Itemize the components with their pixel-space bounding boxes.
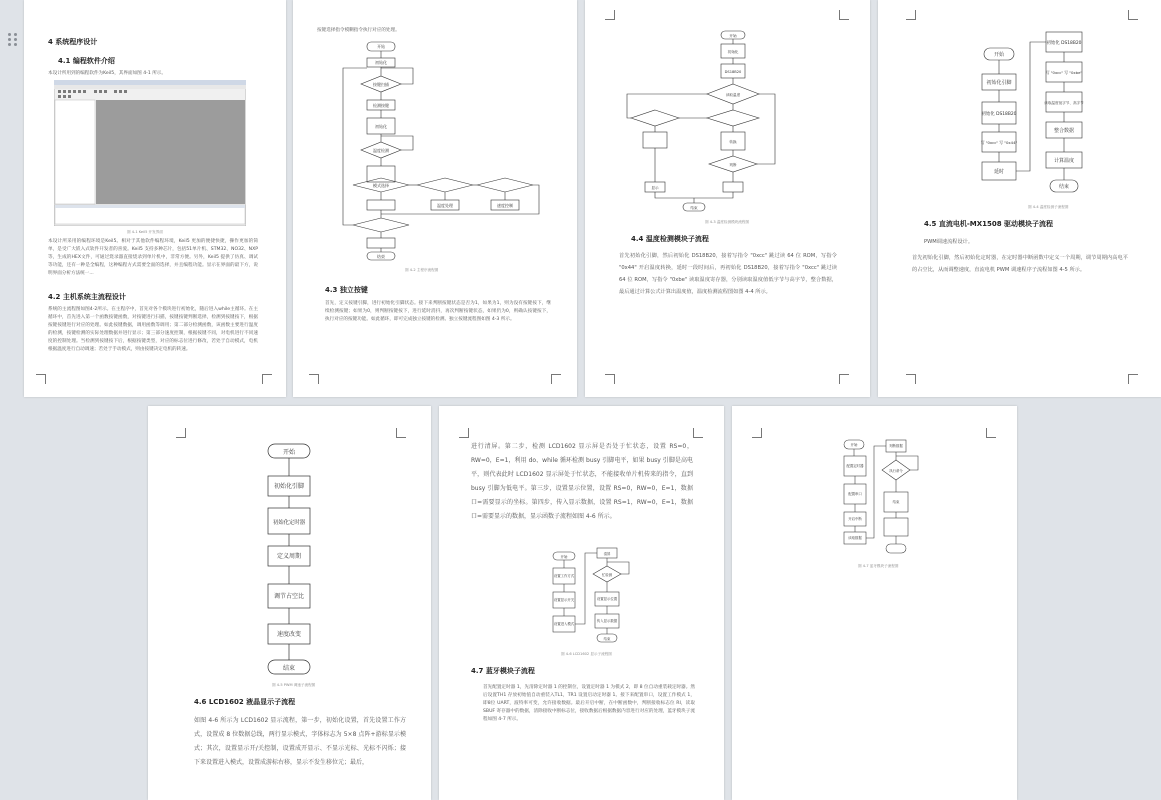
intro-text: 本设计所用到的编程软件为Keil5，其界面如图 4-1 所示。 bbox=[48, 71, 166, 76]
flow-node: 传入显示数据 bbox=[596, 619, 618, 623]
flow-node: 设置显示位置 bbox=[596, 597, 618, 601]
body-paragraph: 如图 4-6 所示为 LCD1602 显示流程，第一步，初始化设置，首先设置工作方式，设置成 8 位数据总线，两行显示模式，字体标志为 5×8 点阵+游标显示模式；其次，设置显示开/关控制，设置成开显示、不显示光标、光标不闪烁；接下来设置进入模式，设置成游标右移，显示不发生移位元；最后， bbox=[194, 717, 406, 766]
flow-node: 设置进入模式 bbox=[553, 622, 575, 626]
pwm-flowchart bbox=[258, 440, 318, 680]
keil-screenshot-figure bbox=[54, 80, 246, 226]
figure-caption: 图 4-5 PWM 调速子流程图 bbox=[272, 683, 316, 687]
page-6[interactable] bbox=[439, 406, 724, 800]
page-3[interactable] bbox=[585, 0, 870, 397]
section-heading-4-7: 4.7 蓝牙模块子流程 bbox=[471, 667, 535, 675]
flow-node: 设置工作方式 bbox=[553, 574, 575, 578]
bluetooth-flowchart bbox=[840, 436, 924, 560]
page-2[interactable] bbox=[293, 0, 577, 397]
flow-node: 结束 bbox=[690, 206, 698, 210]
flow-node: 检测按键 bbox=[373, 103, 389, 108]
flow-node: 温度检测 bbox=[373, 148, 389, 153]
body-paragraph: 首先初始化引脚，然后初始化 DS18B20，接着写指令 "0xcc" 跳过读 64 位 ROM，写指令 "0x44" 开启温度转换，延时一段时间后，再初始化 DS18B20，接着写指令 "0xcc" 跳过读 64 位 ROM，写指令 "0xbe" 读取温度寄存器，分别读取温度值低字节与高字节，整合数据，最后通过计算公式计算出温度值，温度检测流程图如图 4-4 所示。 bbox=[619, 253, 837, 295]
section-heading-4-5: 4.5 直流电机-MX1508 驱动模块子流程 bbox=[924, 220, 1054, 228]
flow-node: 按键扫描 bbox=[373, 82, 389, 87]
flow-node: 延时 bbox=[993, 169, 1005, 175]
section-heading-4-6: 4.6 LCD1602 液晶显示子流程 bbox=[194, 698, 296, 706]
flow-node: 初始化 DS18B20 bbox=[981, 112, 1017, 117]
flow-node: 温度处理 bbox=[437, 203, 453, 208]
flow-node: 清屏 bbox=[603, 552, 611, 556]
section-heading-4-4: 4.4 温度检测模块子流程 bbox=[631, 235, 709, 243]
flow-node: 开始 bbox=[850, 443, 858, 447]
page-5[interactable] bbox=[148, 406, 431, 800]
flow-node: 调节占空比 bbox=[273, 593, 305, 600]
flow-node: 判断 bbox=[729, 163, 737, 167]
flow-node: 写 "0xcc" 写 "0xbe" bbox=[1045, 70, 1083, 75]
top-text: 按键选择指令模糊指令执行对应的处理。 bbox=[317, 28, 400, 33]
flow-node: 结束 bbox=[1058, 184, 1070, 190]
page-7[interactable] bbox=[732, 406, 1017, 800]
flow-node: 开始 bbox=[560, 555, 568, 559]
figure-caption: 图 4-1 Keil5 开发界面 bbox=[127, 230, 163, 234]
body-paragraph: 首先初始化引脚，然后初始化定时器，在定时器中断函数中定义一个周期，调节周期内高电平的占空比，从而调整速度，直流电机 PWM 调速程序子流程如图 4-5 所示。 bbox=[912, 255, 1128, 273]
flow-node: 开始 bbox=[282, 449, 296, 456]
flow-node: 忙检测 bbox=[601, 573, 613, 577]
flow-node: 开启中断 bbox=[848, 517, 862, 521]
drag-handle-icon[interactable] bbox=[8, 33, 20, 47]
body-paragraph: 系统的主流程图如图4-2所示。在主程序中，首先对各个模块进行初始化，随后进入while主循环。在主循环中，首先进入第一个函数按键函数，对按键进行扫描，按键按键判断选择，检测到按键按下，根据按键按键进行对应的处理。如此按键数据，调用函数等调用；第二部分检测函数，该函数主要进行温度的检测，按键检测的实际处理数据并进行显示；第三部分速度控制，根据按键不同，对电机进行不同速度的控制处理。当检测到按键按下后，根据按键类型，对应的标志位进行修改，若处于自动模式，电机根据温度进行自动调速；若处于手动模式，则由按键决定电机的转速。 bbox=[48, 307, 258, 352]
body-paragraph: 本设计所采用的编程环境是Keil5。相对于其他软件编程环境，Keil5 更加的便捷快捷，操作更加的简单，是受广大嵌入式软件开发者的喜爱。Keil5 支持多种芯片，包括51单片机、STM32、NO32、NXP 等，生成的HEX文件，可通过烧录器直接烧录到单片机中，非常方便。另外，Keil5 提供了仿真、调试等功能，还有一种是全编程，这种编程方式需要全面的选择，并且编程功能。显示在界面的最下方，说明界面分析方法统一... bbox=[48, 239, 258, 276]
flow-node: 初始化 DS18B20 bbox=[1046, 41, 1082, 46]
page-1[interactable] bbox=[24, 0, 286, 397]
flow-node: 配置定时器 bbox=[846, 464, 864, 468]
chapter-heading: 4 系统程序设计 bbox=[48, 38, 98, 46]
figure-caption: 图 4-2 主程序流程图 bbox=[405, 268, 439, 272]
flow-node: 显示 bbox=[651, 186, 659, 190]
flow-node: 初始化 bbox=[375, 60, 387, 65]
flow-node: 结束 bbox=[603, 637, 611, 641]
flow-node: 初始化定时器 bbox=[272, 520, 306, 526]
flow-node: 初始化 bbox=[375, 124, 387, 129]
flow-node: DS18B20 bbox=[724, 70, 742, 74]
section-heading-4-2: 4.2 主机系统主流程设计 bbox=[48, 293, 126, 301]
flow-node: 结束 bbox=[282, 665, 296, 672]
flow-node: 结束 bbox=[892, 500, 900, 504]
flow-node: 速度改变 bbox=[276, 631, 302, 638]
flow-node: 速度控制 bbox=[497, 203, 513, 208]
section-heading-4-3: 4.3 独立按键 bbox=[325, 286, 368, 294]
section-heading-4-1: 4.1 编程软件介绍 bbox=[58, 57, 115, 65]
flow-node: 读取温度低字节、高字节 bbox=[1044, 101, 1084, 105]
body-paragraph: 首先配置定时器 1，先清除定时器 1 的控制位，设置定时器 1 为模式 2，即 8 位自动重装载定时器。然后设置TH1 存放初始值自动重装入TL1，TR1 设置启动定时器 1。接下来配置串口，设置工作模式 1，即8位 UART，波特率可变，允许接收数据。最后开启中断，在中断函数中，判断接收标志位 RI，读取 SBUF 寄存器中的数据，清除接收中断标志位，接收数据后根据数据内容进行对应的处理，蓝牙模块子流程如图 4-7 所示。 bbox=[483, 685, 695, 722]
flow-node: 初始化 bbox=[727, 50, 739, 54]
flow-node: 读取数据 bbox=[848, 536, 862, 540]
page-4[interactable] bbox=[878, 0, 1161, 397]
body-paragraph: PWM调速流程设计。 bbox=[924, 239, 974, 245]
flow-node: 写 "0xcc" 写 "0x44" bbox=[980, 140, 1018, 145]
lcd-flowchart bbox=[547, 544, 637, 646]
temperature-sub-flowchart bbox=[978, 28, 1098, 200]
flow-node: 模式选择 bbox=[373, 183, 389, 188]
flow-node: 开始 bbox=[377, 44, 385, 49]
flow-node: 初始化引脚 bbox=[273, 483, 305, 490]
flow-node: 结束 bbox=[377, 254, 385, 259]
flow-node: 执行命令 bbox=[889, 469, 903, 473]
body-paragraph: 首先，定义按键引脚，进行初始化引脚状态。接下来判断按键状态是否为1，如果为1，则为没有按键按下，继续检测按键；如果为0，则判断按键按下，进行延时消抖，再次判断按键状态，如果仍为0，则确认按键按下，执行对应的按键功能。如此循环，即可完成独立按键的检测。独立按键流程图如图 4-3 所示。 bbox=[325, 301, 551, 322]
figure-caption: 图 4-7 蓝牙模块子流程图 bbox=[858, 564, 899, 568]
flow-node: 定义周期 bbox=[276, 553, 302, 560]
flow-node: 设置显示开关 bbox=[553, 598, 575, 602]
flow-node: 配置串口 bbox=[848, 492, 862, 496]
flow-node: 初始化引脚 bbox=[986, 80, 1012, 86]
figure-caption: 图 4-3 温度检测模块流程图 bbox=[705, 220, 750, 224]
figure-caption: 图 4-6 LCD1602 显示子流程图 bbox=[561, 652, 612, 656]
main-flowchart bbox=[333, 38, 553, 264]
flow-node: 计算温度 bbox=[1053, 158, 1075, 164]
flow-node: 开始 bbox=[993, 52, 1005, 58]
flow-node: 判断数据 bbox=[889, 444, 903, 448]
flow-node: 读取温度 bbox=[725, 93, 741, 97]
temperature-flowchart bbox=[625, 28, 785, 216]
body-paragraph: 进行清屏。第二步，检测 LCD1602 显示屏是否处于忙状态，设置 RS=0，RW=0，E=1，利用 do、while 循环检测 busy 引脚电平，如果 busy 引脚是高电平，则代表此时 LCD1602 显示屏处于忙状态，不能接收单片机传来的指令，直到 busy 引脚为低电平。第三步，设置显示位置，设置 RS=0，RW=0，E=1，数据口=需要显示的坐标。第四步，传入显示数据，设置 RS=1，RW=0，E=1，数据口=需要显示的数据，显示函数子流程如图 4-6 所示。 bbox=[471, 443, 693, 520]
flow-node: 转换 bbox=[729, 140, 737, 144]
figure-caption: 图 4-4 温度检测子流程图 bbox=[1028, 205, 1069, 209]
flow-node: 开始 bbox=[729, 34, 737, 38]
flow-node: 整合数据 bbox=[1053, 128, 1075, 134]
